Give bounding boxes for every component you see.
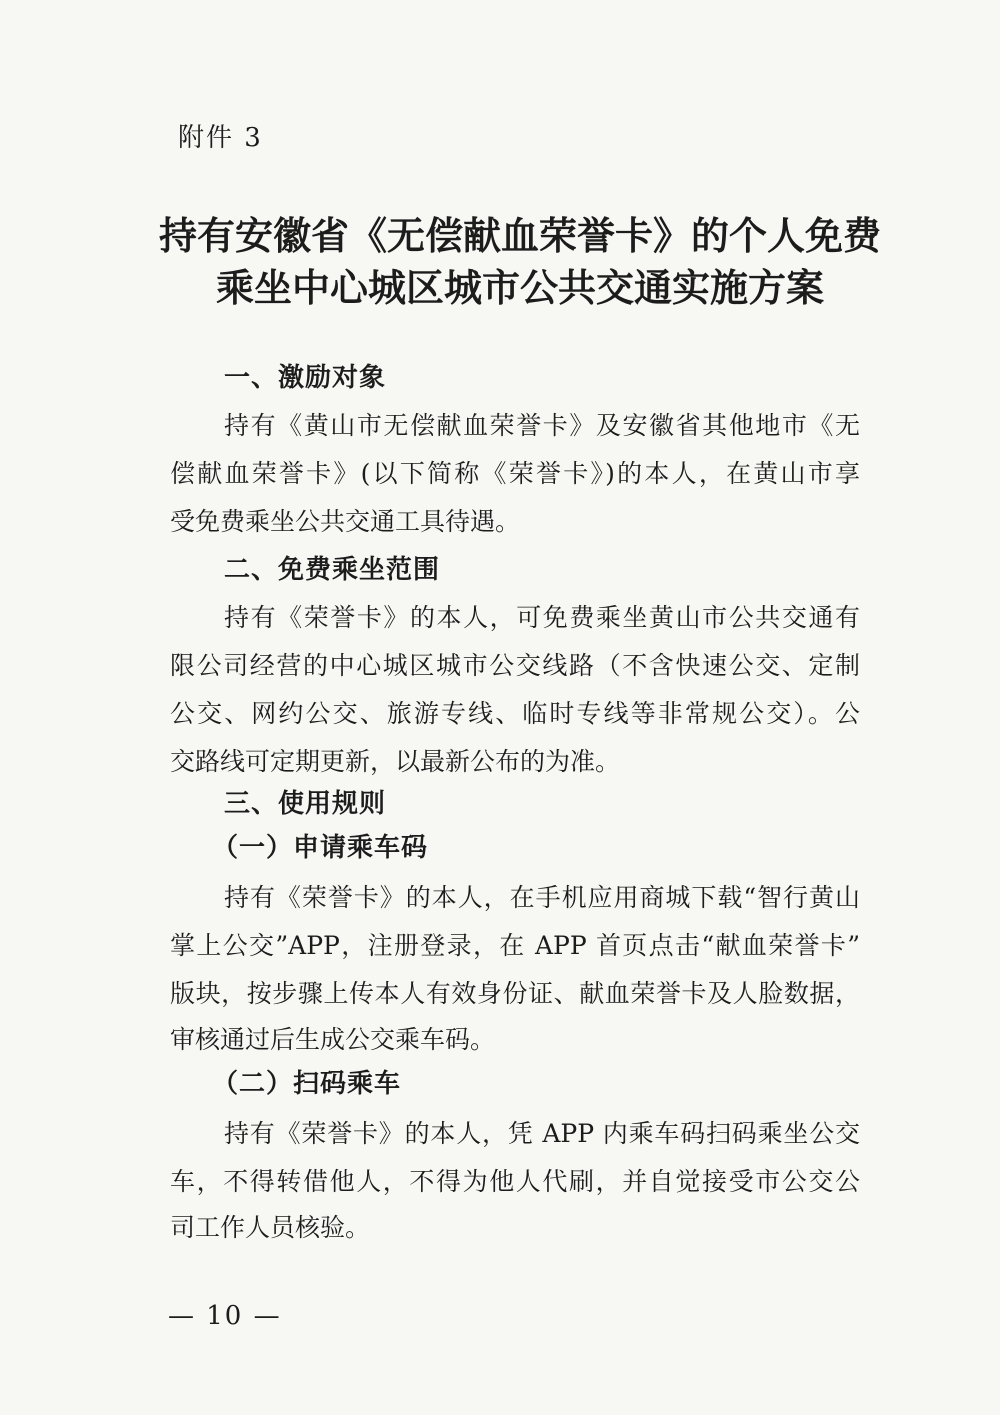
paragraph-line: 偿献血荣誉卡》(以下简称《荣誉卡》)的本人，在黄山市享 [170, 459, 860, 488]
page-number: — 10 — [168, 1301, 282, 1331]
paragraph-line: 限公司经营的中心城区城市公交线路（不含快速公交、定制 [170, 651, 860, 680]
paragraph-line: 持有《黄山市无偿献血荣誉卡》及安徽省其他地市《无 [224, 411, 860, 440]
paragraph-line: 持有《荣誉卡》的本人，凭 APP 内乘车码扫码乘坐公交 [224, 1119, 860, 1148]
paragraph-line: 交路线可定期更新，以最新公布的为准。 [170, 747, 621, 776]
paragraph-line: 司工作人员核验。 [170, 1213, 371, 1242]
section-1-heading: 一、激励对象 [224, 363, 387, 393]
paragraph-line: 车，不得转借他人，不得为他人代刷，并自觉接受市公交公 [170, 1167, 860, 1196]
paragraph-line: 公交、网约公交、旅游专线、临时专线等非常规公交）。公 [170, 699, 860, 728]
paragraph-line: 审核通过后生成公交乘车码。 [170, 1025, 496, 1054]
paragraph-line: 受免费乘坐公共交通工具待遇。 [170, 507, 521, 536]
attachment-label: 附件 3 [178, 123, 263, 153]
paragraph-line: 版块，按步骤上传本人有效身份证、献血荣誉卡及人脸数据， [170, 979, 860, 1008]
paragraph-line: 持有《荣誉卡》的本人，可免费乘坐黄山市公共交通有 [224, 603, 860, 632]
paragraph-line: 持有《荣誉卡》的本人，在手机应用商城下载“智行黄山 [224, 883, 860, 912]
section-2-heading: 二、免费乘坐范围 [224, 555, 441, 585]
document-title-line-2: 乘坐中心城区城市公共交通实施方案 [215, 266, 824, 310]
subsection-1-heading: （一）申请乘车码 [212, 833, 429, 863]
document-title-line-1: 持有安徽省《无偿献血荣誉卡》的个人免费 [158, 214, 881, 258]
paragraph-line: 掌上公交”APP，注册登录，在 APP 首页点击“献血荣誉卡” [170, 931, 860, 960]
section-3-heading: 三、使用规则 [224, 789, 387, 819]
subsection-2-heading: （二）扫码乘车 [212, 1069, 402, 1099]
